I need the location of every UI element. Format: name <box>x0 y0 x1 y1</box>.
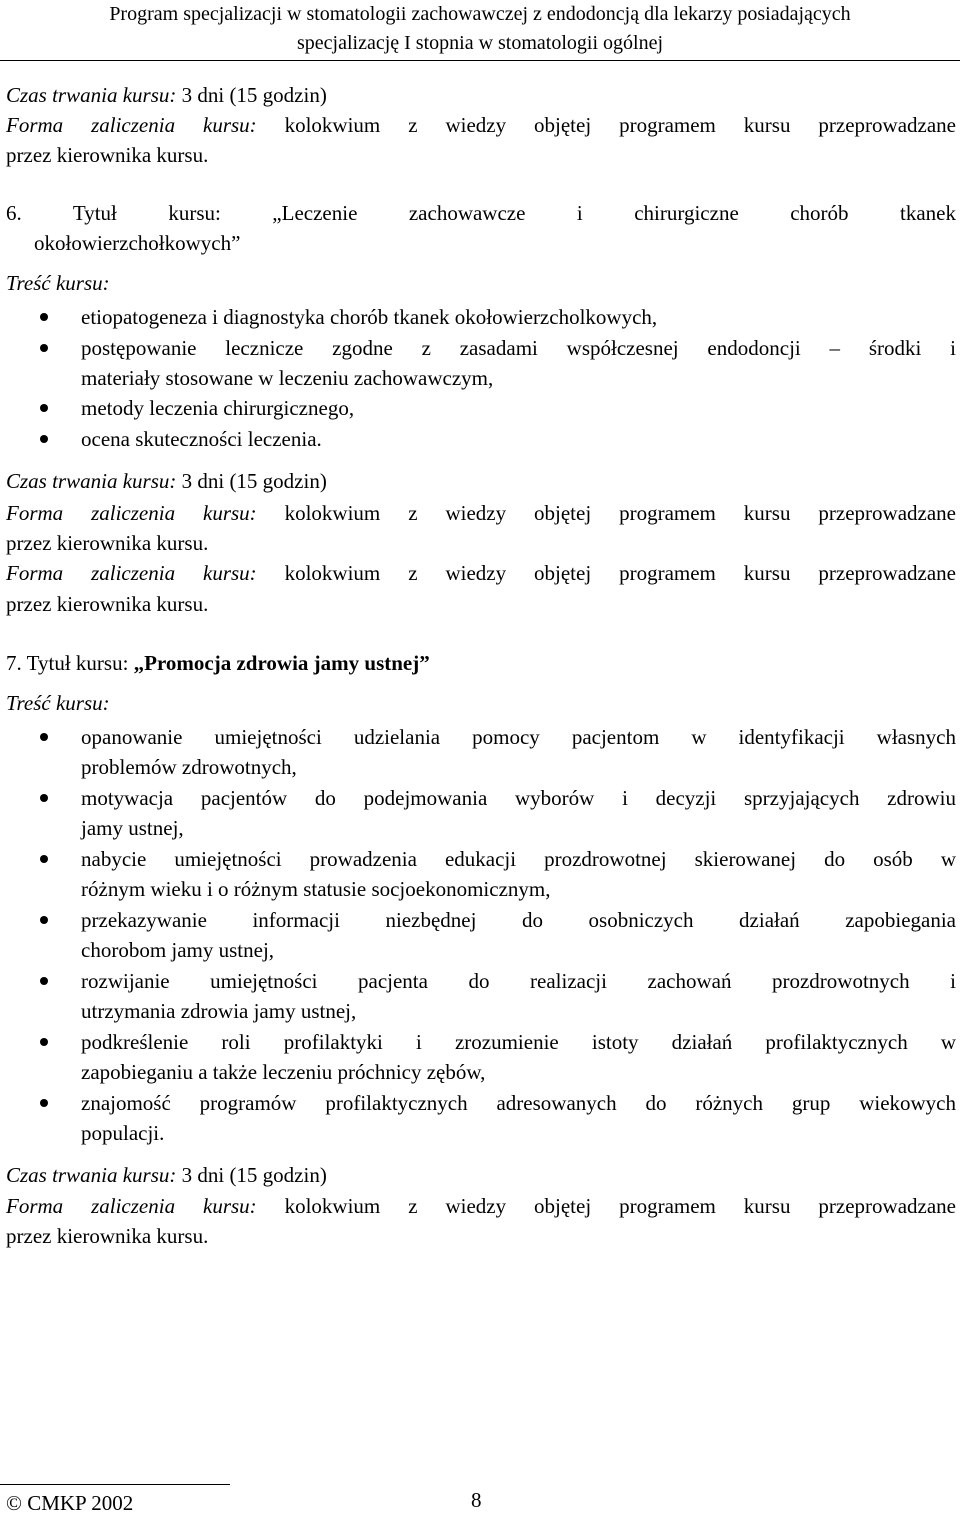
bullet-icon <box>40 313 48 321</box>
header-line-1: Program specjalizacji w stomatologii zachowawczej z endodoncją dla lekarzy posiadających <box>109 3 851 25</box>
course7-content-label: Treść kursu: <box>6 691 110 715</box>
course7-duration <box>6 1160 956 1190</box>
page-number: 8 <box>471 1488 482 1512</box>
course7-item-cont: utrzymania zdrowia jamy ustnej, <box>81 999 357 1023</box>
course7-item: rozwijanie umiejętności pacjenta do realizacji zachowań prozdrowotnych i <box>81 969 956 993</box>
form-label: Forma zaliczenia kursu: <box>6 113 257 137</box>
course7-form-cont: przez kierownika kursu. <box>6 1224 209 1248</box>
top-form <box>6 110 956 140</box>
form-value: kolokwium z wiedzy objętej programem kursu przeprowadzane <box>256 113 956 137</box>
course6-form-cont: przez kierownika kursu. <box>6 531 209 555</box>
course7-item: opanowanie umiejętności udzielania pomocy pacjentom w identyfikacji własnych <box>81 725 956 749</box>
bullet-icon <box>40 794 48 802</box>
course7-item: motywacja pacjentów do podejmowania wyborów i decyzji sprzyjających zdrowiu <box>81 786 956 810</box>
form-value: kolokwium z wiedzy objętej programem kursu przeprowadzane <box>256 501 956 525</box>
bullet-icon <box>40 855 48 863</box>
course7-item: przekazywanie informacji niezbędnej do osobniczych działań zapobiegania <box>81 908 956 932</box>
course7-item: podkreślenie roli profilaktyki i zrozumienie istoty działań profilaktycznych w <box>81 1030 956 1054</box>
course6-form2 <box>6 558 956 588</box>
course7-title <box>6 648 956 678</box>
course7-item-cont: jamy ustnej, <box>81 816 184 840</box>
form-label: Forma zaliczenia kursu: <box>6 561 257 585</box>
course7-form <box>6 1191 956 1221</box>
footer-copyright: © CMKP 2002 <box>6 1491 134 1515</box>
form-label: Forma zaliczenia kursu: <box>6 501 257 525</box>
course7-item-cont: chorobom jamy ustnej, <box>81 938 275 962</box>
course6-item: ocena skuteczności leczenia. <box>81 427 322 451</box>
bullet-icon <box>40 733 48 741</box>
course7-item-cont: problemów zdrowotnych, <box>81 755 297 779</box>
course7-title-name: „Promocja zdrowia jamy ustnej” <box>133 651 430 675</box>
course6-content-label: Treść kursu: <box>6 271 110 295</box>
course6-title-line1: 6. Tytuł kursu: „Leczenie zachowawcze i chirurgiczne chorób tkanek <box>6 201 956 225</box>
course6-form2-cont: przez kierownika kursu. <box>6 592 209 616</box>
course7-item-cont: zapobieganiu a także leczeniu próchnicy zębów, <box>81 1060 486 1084</box>
duration-value: 3 dni (15 godzin) <box>176 469 327 493</box>
bullet-icon <box>40 1099 48 1107</box>
course6-form <box>6 498 956 528</box>
bullet-icon <box>40 404 48 412</box>
top-form-cont: przez kierownika kursu. <box>6 143 209 167</box>
bullet-icon <box>40 435 48 443</box>
bullet-icon <box>40 1038 48 1046</box>
duration-value: 3 dni (15 godzin) <box>176 83 327 107</box>
course7-title-prefix: 7. Tytuł kursu: <box>6 651 134 675</box>
course6-item: postępowanie lecznicze zgodne z zasadami współczesnej endodoncji – środki i <box>81 336 956 360</box>
course7-item: znajomość programów profilaktycznych adresowanych do różnych grup wiekowych <box>81 1091 956 1115</box>
duration-label: Czas trwania kursu: <box>6 1163 177 1187</box>
course6-item: metody leczenia chirurgicznego, <box>81 396 355 420</box>
bullet-icon <box>40 916 48 924</box>
bullet-icon <box>40 344 48 352</box>
course7-item-cont: różnym wieku i o różnym statusie socjoekonomicznym, <box>81 877 551 901</box>
duration-label: Czas trwania kursu: <box>6 83 177 107</box>
course6-item-cont: materiały stosowane w leczeniu zachowawczym, <box>81 366 494 390</box>
form-value: kolokwium z wiedzy objętej programem kursu przeprowadzane <box>256 1194 956 1218</box>
header-line-2: specjalizację I stopnia w stomatologii ogólnej <box>296 32 663 54</box>
course7-item: nabycie umiejętności prowadzenia edukacji prozdrowotnej skierowanej do osób w <box>81 847 956 871</box>
course6-duration <box>6 466 956 496</box>
duration-label: Czas trwania kursu: <box>6 469 177 493</box>
page-header <box>0 0 960 61</box>
course7-item-cont: populacji. <box>81 1121 165 1145</box>
form-label: Forma zaliczenia kursu: <box>6 1194 257 1218</box>
bullet-icon <box>40 977 48 985</box>
top-duration <box>6 80 956 110</box>
form-value: kolokwium z wiedzy objętej programem kursu przeprowadzane <box>256 561 956 585</box>
duration-value: 3 dni (15 godzin) <box>176 1163 327 1187</box>
course6-item: etiopatogeneza i diagnostyka chorób tkanek okołowierzcholkowych, <box>81 305 658 329</box>
course6-title-line2: okołowierzchołkowych” <box>34 231 241 255</box>
footer-rule <box>0 1484 230 1485</box>
